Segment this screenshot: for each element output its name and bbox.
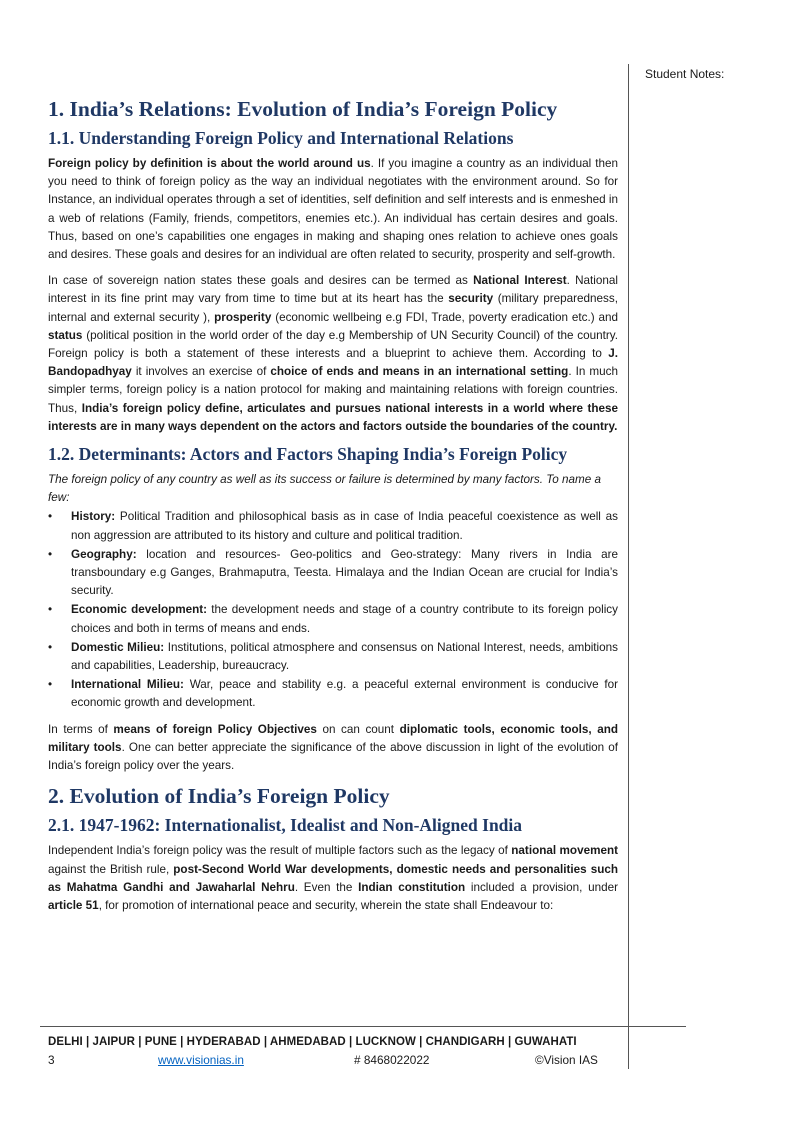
- paragraph-foreign-policy-definition: Foreign policy by definition is about the world around us. If you imagine a country as an individual then you need to think of foreign policy as the way an individual negotiates with the environment around. So for Instance, an individual operates through a set of identities, self definition and self interests and is enmeshed in a web of relations (Family, friends, competitors, enemies etc.). An individual has certain desires and goals. Thus, based on one’s capabilities one engages in making and shaping ones relation to achieve ones goals and desires. These goals and desires for an individual are often related to security, prosperity and self-growth.: [48, 157, 618, 262]
- paragraph-independent-india: Independent India’s foreign policy was the result of multiple factors such as the legacy of national movement against the British rule, post-Second World War developments, domestic needs and personalities such as Mahatma Gandhi and Jawaharlal Nehru. Even the Indian constitution included a provision, under article 51, for promotion of international peace and security, wherein the state shall Endeavour to:: [48, 844, 618, 912]
- footer-divider: [40, 1026, 686, 1027]
- paragraph-means-of-foreign-policy: In terms of means of foreign Policy Objectives on can count diplomatic tools, economic tools, and military tools. One can better appreciate the significance of the above discussion in light of the evolution of India’s foreign policy over the years.: [48, 722, 618, 773]
- main-content: [48, 96, 618, 923]
- section-2-1-heading: 2.1. 1947-1962: Internationalist, Idealist and Non-Aligned India: [48, 815, 523, 836]
- copyright: ©Vision IAS: [535, 1053, 598, 1067]
- list-item: • Domestic Milieu: Institutions, political atmosphere and consensus on National Interest, needs, ambitions and capabilities, Leadership, bureaucracy.: [48, 640, 618, 673]
- bullet-icon: •: [48, 510, 53, 524]
- bullet-icon: •: [48, 640, 53, 654]
- list-item: • International Milieu: War, peace and stability e.g. a peaceful external environment is conducive for economic growth and development.: [48, 678, 618, 710]
- section-1-2-heading: 1.2. Determinants: Actors and Factors Shaping India’s Foreign Policy: [48, 444, 568, 465]
- section-1-heading: 1. India’s Relations: Evolution of India’s Foreign Policy: [48, 97, 558, 121]
- determinants-intro: The foreign policy of any country as well as its success or failure is determined by many factors. To name a few:: [48, 473, 602, 505]
- bullet-icon: •: [48, 678, 53, 692]
- section-1-1-heading: 1.1. Understanding Foreign Policy and International Relations: [48, 128, 514, 148]
- phone-number: # 8468022022: [354, 1053, 430, 1067]
- website-link[interactable]: www.visionias.in: [158, 1053, 244, 1067]
- bullet-icon: •: [48, 547, 53, 561]
- list-item: • History: Political Tradition and philosophical basis as in case of India peaceful coexistence as well as non aggression are attributed to its history and culture and political tradition.: [48, 510, 618, 542]
- section-2-heading: 2. Evolution of India’s Foreign Policy: [48, 784, 390, 809]
- page-number: 3: [48, 1053, 55, 1067]
- list-item: • Economic development: the development needs and stage of a country contribute to its foreign policy choices and both in terms of means and ends.: [48, 603, 618, 635]
- determinants-list: [48, 508, 618, 712]
- list-item: • Geography: location and resources- Geo-politics and Geo-strategy: Many rivers in India are transboundary e.g Ganges, Brahmaputra, Teesta. Himalaya and the Indian Ocean are crucial for India’s security.: [48, 547, 618, 598]
- paragraph-national-interest: In case of sovereign nation states these goals and desires can be termed as National Interest. National interest in its fine print may vary from time to time but at its heart has the security (military preparedness, internal and external security ), prosperity (economic wellbeing e.g FDI, Trade, poverty eradication etc.) and status (political position in the world order of the day e.g Membership of UN Security Council) of the country. Foreign policy is both a statement of these interests and a blueprint to achieve them. According to J. Bandopadhyay it involves an exercise of choice of ends and means in an international setting. In much simpler terms, foreign policy is a nation protocol for making and maintaining relations with foreign countries. Thus, India’s foreign policy define, articulates and pursues national interests in a world where these interests are in many ways dependent on the actors and factors outside the boundaries of the country.: [48, 274, 618, 433]
- bullet-icon: •: [48, 603, 53, 617]
- notes-margin-divider: [628, 64, 629, 1069]
- student-notes-label: Student Notes:: [645, 67, 725, 81]
- footer-cities: DELHI | JAIPUR | PUNE | HYDERABAD | AHMEDABAD | LUCKNOW | CHANDIGARH | GUWAHATI: [48, 1036, 577, 1048]
